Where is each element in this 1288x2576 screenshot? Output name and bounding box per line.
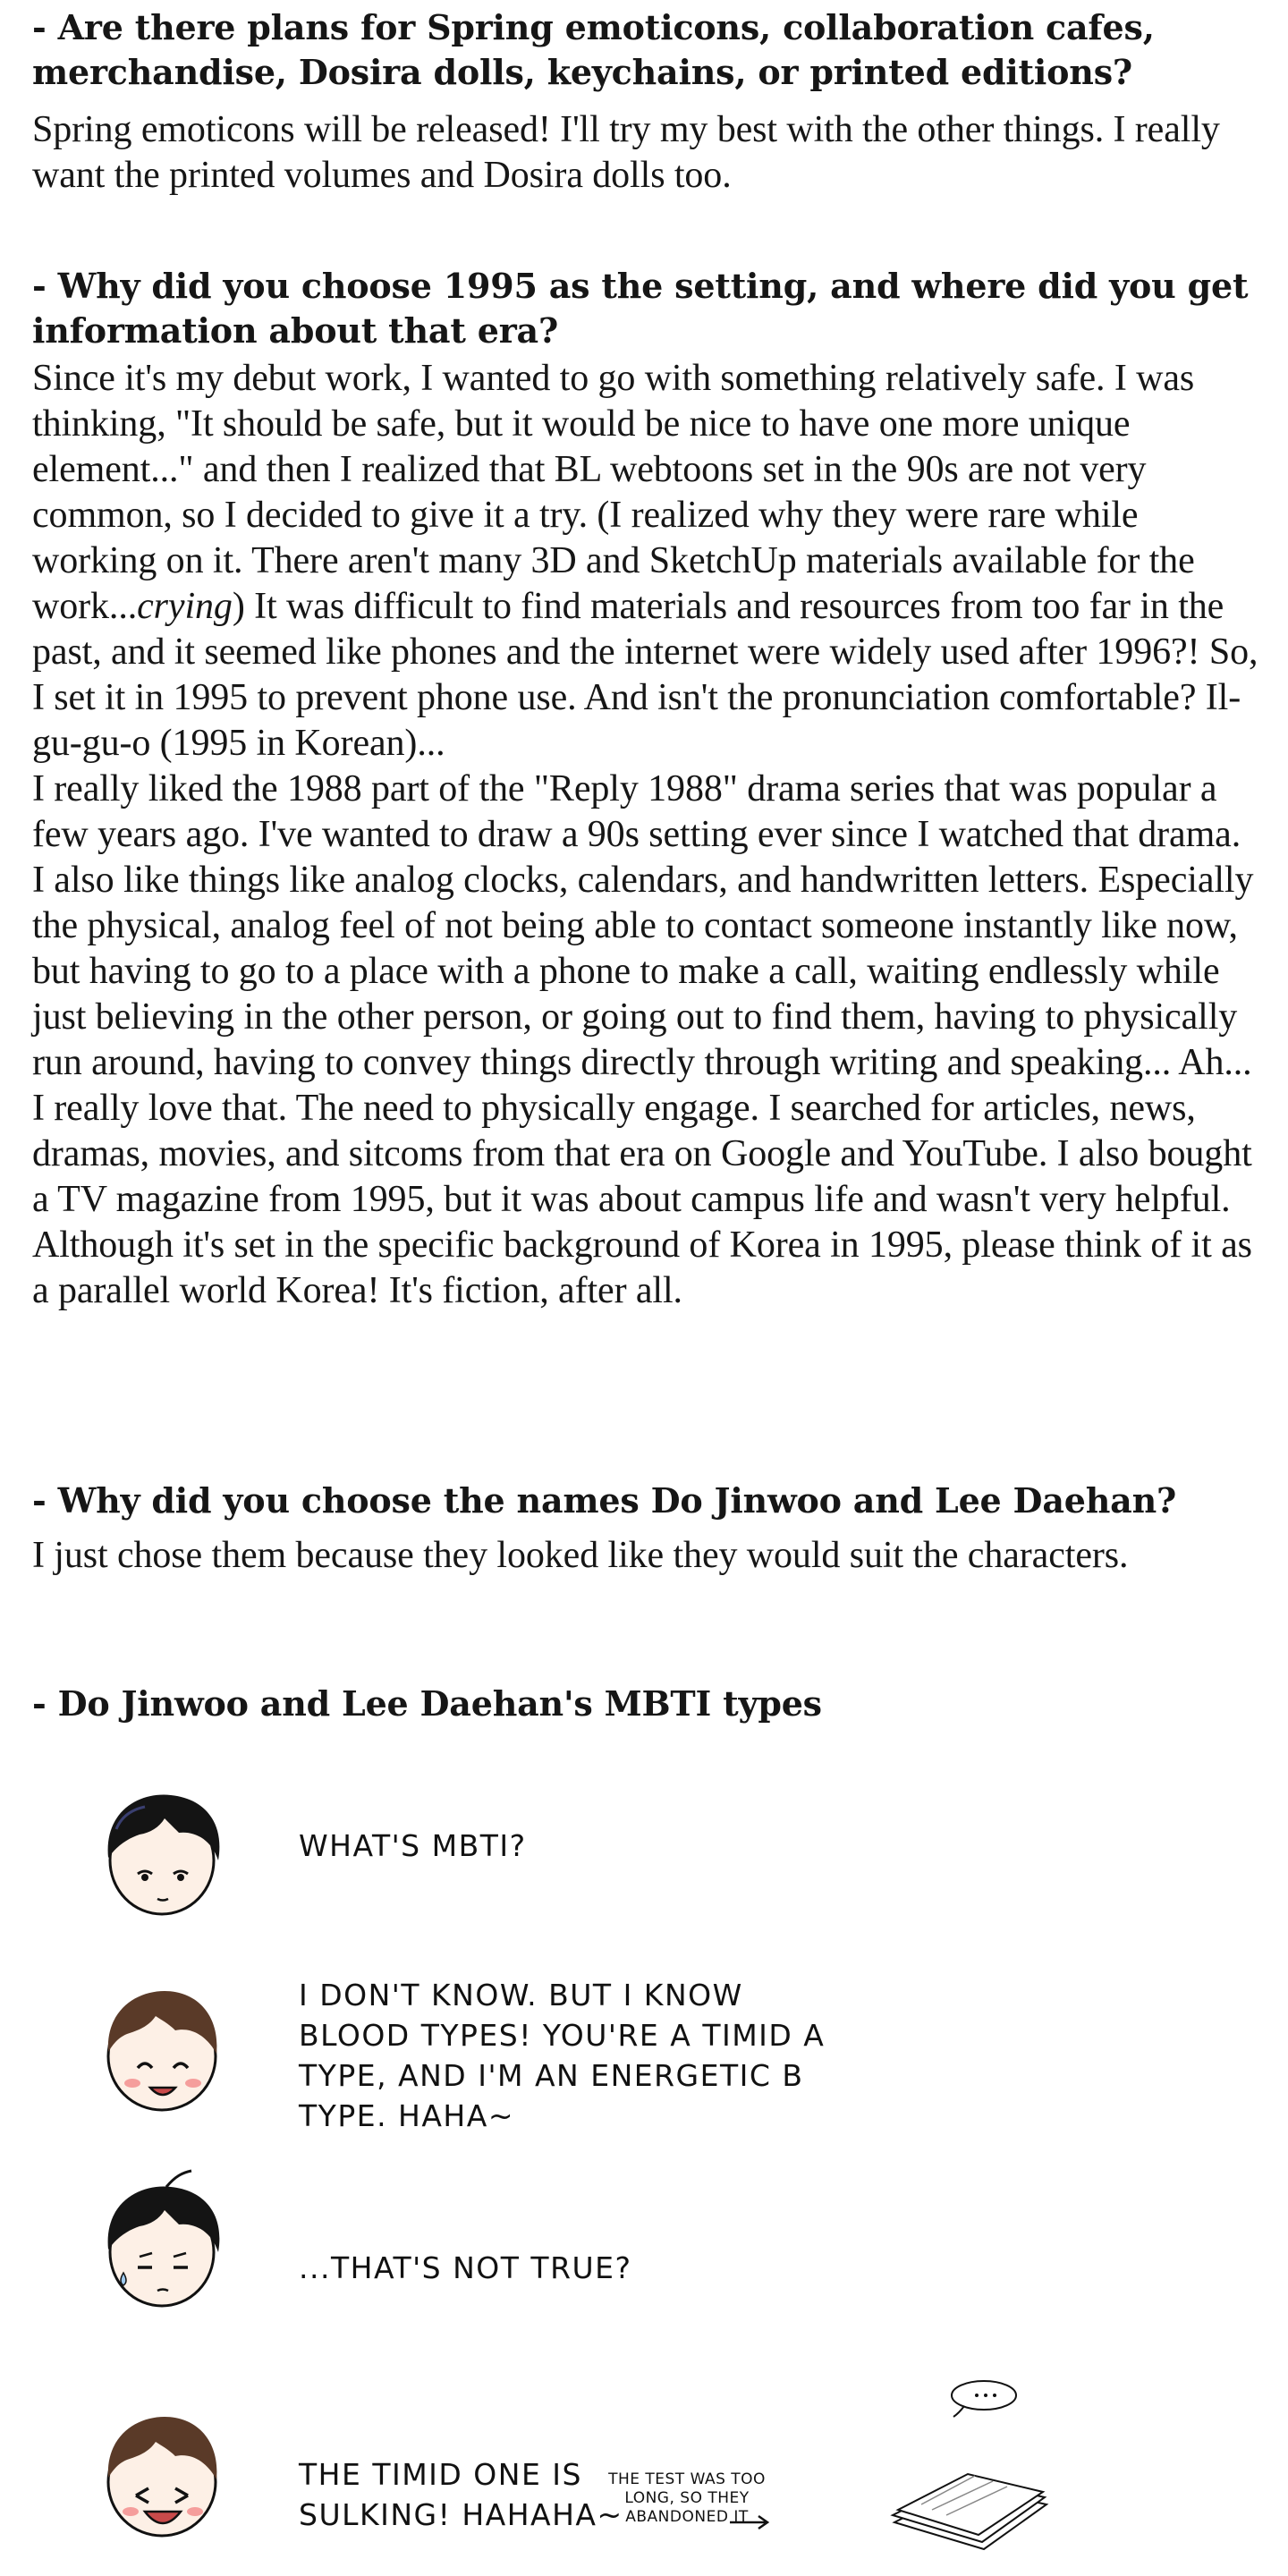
answer-paragraph-2: I really liked the 1988 part of the "Reply 1988" drama series that was popular a few years ago. I've wanted to draw a 90s setting ever since I watched that drama. I also like things like analog clocks, calendars, and handwritten letters. Especially the physical, analog feel of not being able to contact someone instantly like now, but having to go to a place with a phone to make a call, waiting endlessly while just believing in the other person, or going out to find them, having to physically run around, having to convey things directly through writing and speaking... Ah... I really love that. The need to physically engage. I searched for articles, news, dramas, movies, and sitcoms from that era on Google and YouTube. I also bought a TV magazine from 1995, but it was about campus life and wasn't very helpful. Although it's set in the specific background of Korea in 1995, please think of it as a parallel world Korea! It's fiction, after all.: [32, 768, 1254, 1311]
side-note: THE TEST WAS TOO LONG, SO THEY ABANDONED IT: [608, 2470, 766, 2526]
answer-text: ) It was difficult to find materials and resources from too far in the past, and it seemed like phones and the internet were widely used after 1996?! So, I set it in 1995 to prevent phone use. And isn't the pronunciation comfortable? Il-gu-gu-o (1995 in Korean)...: [32, 586, 1258, 764]
answer-paragraph-1: [32, 356, 1259, 767]
answer-merchandise: [32, 107, 1259, 199]
panel-1-speech: WHAT'S MBTI?: [299, 1828, 527, 1863]
jinwoo-face-icon: [86, 1775, 238, 1928]
answer-names: [32, 1533, 1259, 1579]
answer-setting-1995: [32, 356, 1259, 1314]
question-merchandise: - Are there plans for Spring emoticons, collaboration cafes, merchandise, Dosira dolls, keychains, or printed editions?: [32, 7, 1155, 92]
answer-paragraph: Spring emoticons will be released! I'll try my best with the other things. I really want the printed volumes and Dosira dolls too.: [32, 109, 1220, 196]
panel-2-speech: I DON'T KNOW. BUT I KNOW BLOOD TYPES! YOU'RE A TIMID A TYPE, AND I'M AN ENERGETIC B TYPE. HAHA~: [299, 1978, 826, 2133]
comic-panel-3: [72, 2160, 1145, 2348]
daehan-laugh-face-icon: [86, 2397, 238, 2549]
arrow-right-icon: [728, 2513, 773, 2531]
question-mbti: - Do Jinwoo and Lee Daehan's MBTI types: [32, 1683, 822, 1724]
comic-panel-1: [72, 1767, 1145, 1945]
comic-panel-4: [72, 2361, 1234, 2572]
mbti-comic: [0, 1767, 1288, 2576]
jinwoo-sweat-face-icon: [86, 2167, 238, 2319]
question-names: - Why did you choose the names Do Jinwoo and Lee Daehan?: [32, 1480, 1177, 1521]
question-setting-1995: - Why did you choose 1995 as the setting, and where did you get information about that era?: [32, 266, 1249, 351]
comic-panel-2: [72, 1950, 1145, 2156]
panel-4-speech: THE TIMID ONE IS SULKING! HAHAHA~: [299, 2457, 623, 2532]
panel-3-speech: ...THAT'S NOT TRUE?: [299, 2250, 632, 2285]
answer-italic: crying: [137, 586, 233, 627]
abandoned-papers-icon: [868, 2361, 1082, 2567]
answer-paragraph: I just chose them because they looked like they would suit the characters.: [32, 1535, 1129, 1576]
daehan-face-icon: [86, 1971, 238, 2123]
answer-text: Since it's my debut work, I wanted to go with something relatively safe. I was thinking, "It should be safe, but it would be nice to have one more unique element..." and then I realized that BL webtoons set in the 90s are not very common, so I decided to give it a try. (I realized why they were rare while working on it. There aren't many 3D and SketchUp materials available for the work...: [32, 358, 1195, 627]
